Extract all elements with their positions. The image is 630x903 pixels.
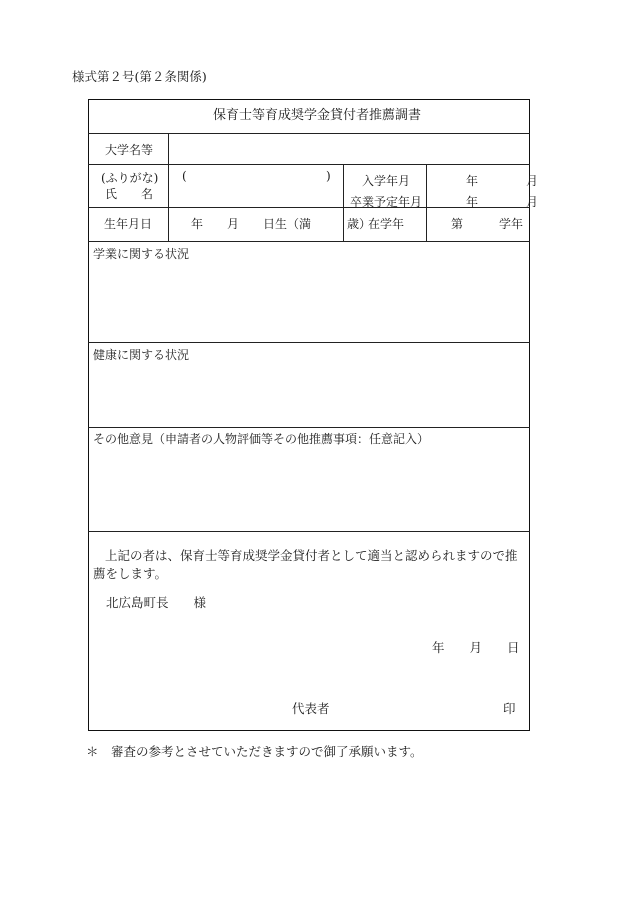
grade-label: 在学年 [368,217,405,231]
form-number-label: 様式第２号(第２条関係) [72,69,207,84]
date-field[interactable]: 年 月 日 [432,640,520,655]
graduation-date-field[interactable]: 年 月 [466,195,539,209]
row-divider [88,241,530,242]
enroll-label: 入学年月 [362,174,411,188]
health-status-heading: 健康に関する状況 [93,348,190,362]
birthdate-label: 生年月日 [104,217,153,231]
furigana-paren-open: ( [182,169,187,183]
row-divider [88,531,530,532]
school-name-field[interactable] [172,136,528,162]
addressee: 北広島町長 様 [106,595,207,610]
other-opinion-field[interactable] [92,449,526,527]
academic-status-heading: 学業に関する状況 [93,247,190,261]
school-name-label: 大学名等 [105,143,154,157]
recommendation-text: 上記の者は、保育士等育成奨学金貸付者として適当と認められますので推薦をします。 [93,548,518,581]
enroll-date-field[interactable]: 年 月 [466,174,539,188]
representative-label: 代表者 [292,701,330,716]
seal-mark: 印 [503,701,516,716]
name-label: 氏 名 [105,187,154,201]
grade-field[interactable]: 第 学年 [451,217,524,231]
graduation-label: 卒業予定年月 [350,195,423,209]
birthdate-field[interactable]: 年 月 日生（満 歳） [191,217,372,231]
health-status-field[interactable] [92,365,526,423]
row-divider [88,207,530,208]
row-divider [88,133,530,134]
row-divider [88,164,530,165]
footnote: ＊ 審査の参考とさせていただきますので御了承願います。 [86,744,423,759]
furigana-label: (ふりがな) [101,171,159,185]
furigana-paren-close: ) [326,169,331,183]
name-field[interactable] [172,166,340,205]
column-divider [168,133,169,241]
column-divider [426,164,427,241]
row-divider [88,427,530,428]
form-title: 保育士等育成奨学金貸付者推薦調書 [213,108,422,123]
other-opinion-heading: その他意見（申請者の人物評価等その他推薦事項：任意記入） [93,432,430,446]
row-divider [88,342,530,343]
academic-status-field[interactable] [92,264,526,338]
